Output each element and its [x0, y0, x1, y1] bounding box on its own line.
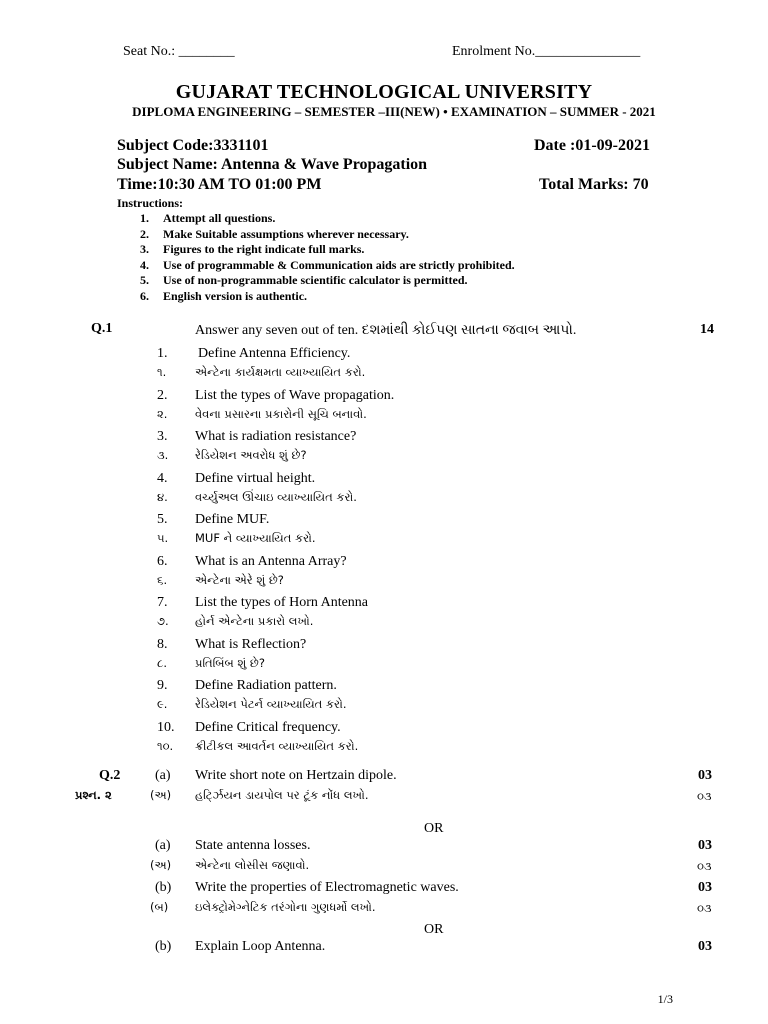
q1-item-text-gujarati: રેડિયેશન પેટર્ન વ્યાખ્યાયિત કરો. — [195, 697, 347, 711]
q2b-alt-text: Explain Loop Antenna. — [195, 939, 326, 954]
q2-label-gujarati: પ્રશ્ન. ૨ — [75, 788, 112, 802]
q1-item-number: 8. — [157, 636, 168, 652]
q2a-text: Write short note on Hertzain dipole. — [195, 768, 397, 783]
q1-item-text: Define MUF. — [195, 512, 270, 527]
q1-item-number: 6. — [157, 553, 168, 569]
q2a-alt-marks: 03 — [698, 838, 712, 853]
q2b-text-gujarati: ઇલેક્ટ્રોમેગ્નેટિક તરંગોના ગુણધર્મો લખો. — [195, 900, 376, 914]
instruction-item: 2. Make Suitable assumptions wherever necessary. — [140, 227, 409, 241]
subject-code: Subject Code:3331101 — [117, 137, 269, 154]
q1-item-text-gujarati: એન્ટેના એરે શું છે? — [195, 572, 284, 587]
q2a-alt-marks-gujarati: ૦૩ — [697, 859, 712, 873]
q2a-alt-label: (a) — [155, 838, 171, 853]
q2b-marks-gujarati: ૦૩ — [697, 901, 712, 915]
seat-number: Seat No.: ________ — [123, 44, 235, 59]
exam-time: Time:10:30 AM TO 01:00 PM — [117, 176, 322, 193]
q1-item-number-gujarati: ૧. — [157, 365, 167, 379]
q1-item-number: 4. — [157, 470, 168, 486]
q1-item-text: What is an Antenna Array? — [195, 553, 347, 569]
q1-item-number-gujarati: ૬. — [157, 572, 168, 587]
q1-item-number: 9. — [157, 678, 168, 693]
exam-line: DIPLOMA ENGINEERING – SEMESTER –III(NEW) • EXAMINATION – SUMMER - 2021 — [132, 104, 656, 119]
q1-item-text-gujarati: હોર્ન એન્ટેના પ્રકારો લખો. — [195, 614, 314, 628]
q1-marks: 14 — [700, 322, 714, 337]
q1-item-number-gujarati: ૩. — [157, 448, 169, 462]
q1-item-number-gujarati: ૨. — [157, 406, 168, 421]
q1-item-text-gujarati: વેવના પ્રસારના પ્રકારોની સૂચિ બનાવો. — [195, 406, 367, 421]
q1-item-text-gujarati: ક્રીટીકલ આવર્તન વ્યાખ્યાયિત કરો. — [195, 738, 359, 753]
q1-item-text-gujarati: MUF ને વ્યાખ્યાયિત કરો. — [195, 531, 316, 545]
q1-item-number: 10. — [157, 719, 175, 735]
or-separator: OR — [424, 821, 444, 836]
q1-label: Q.1 — [91, 321, 113, 336]
q1-item-text-gujarati: એન્ટેના કાર્યક્ષમતા વ્યાખ્યાયિત કરો. — [195, 365, 366, 379]
q1-item-text: What is Reflection? — [195, 636, 307, 652]
enrolment-number: Enrolment No._______________ — [452, 44, 641, 59]
q1-item-number: 2. — [157, 387, 168, 403]
q2b-alt-label: (b) — [155, 939, 172, 954]
q2b-marks: 03 — [698, 880, 712, 895]
page-number: 1/3 — [657, 992, 673, 1006]
q1-item-text: Define Critical frequency. — [195, 719, 341, 735]
instruction-item: 5. Use of non-programmable scientific calculator is permitted. — [140, 273, 468, 287]
q2a-label-gujarati: (અ) — [150, 788, 172, 802]
q2a-alt-text-gujarati: એન્ટેના લોસીસ જણાવો. — [195, 858, 310, 872]
total-marks: Total Marks: 70 — [539, 176, 649, 193]
q2a-text-gujarati: હર્ટ્ઝિયન ડાયપોલ પર ટૂંક નોંધ લખો. — [195, 788, 369, 802]
q1-item-number: 5. — [157, 512, 168, 527]
q1-item-number-gujarati: ૯. — [157, 697, 168, 711]
q2b-label-gujarati: (બ) — [150, 900, 169, 914]
q1-item-text: What is radiation resistance? — [195, 429, 357, 444]
q1-item-number: 1. — [157, 346, 168, 361]
q2b-text: Write the properties of Electromagnetic waves. — [195, 880, 459, 895]
q1-item-text-gujarati: રેડિયેશન અવરોધ શું છે? — [195, 448, 307, 462]
q2a-alt-text: State antenna losses. — [195, 838, 311, 853]
instructions-title: Instructions: — [117, 196, 184, 210]
q2a-marks-gujarati: ૦૩ — [697, 789, 712, 803]
instruction-item: 3. Figures to the right indicate full marks. — [140, 242, 365, 256]
q1-item-text: Define Antenna Efficiency. — [198, 346, 351, 361]
instruction-item: 6. English version is authentic. — [140, 289, 308, 303]
q1-item-text: Define virtual height. — [195, 470, 316, 486]
q1-instruction: Answer any seven out of ten. દશમાંથી કોઈપણ સાતના જવાબ આપો. — [195, 323, 577, 338]
subject-name: Subject Name: Antenna & Wave Propagation — [117, 156, 428, 173]
q1-item-number-gujarati: ૧૦. — [157, 738, 174, 753]
q1-item-text: Define Radiation pattern. — [195, 678, 337, 693]
q1-item-number-gujarati: ૫. — [157, 531, 169, 545]
q1-item-number-gujarati: ૮. — [157, 655, 167, 670]
q1-item-text-gujarati: વર્ચ્યુઅલ ઊંચાઇ વ્યાખ્યાયિત કરો. — [195, 489, 357, 504]
q1-item-number-gujarati: ૪. — [157, 489, 168, 504]
q1-item-text: List the types of Wave propagation. — [195, 387, 395, 403]
q1-item-number: 3. — [157, 429, 168, 444]
q2a-marks: 03 — [698, 768, 712, 783]
q2-label: Q.2 — [99, 768, 121, 783]
instruction-item: 4. Use of programmable & Communication aids are strictly prohibited. — [140, 258, 515, 272]
university-title: GUJARAT TECHNOLOGICAL UNIVERSITY — [175, 81, 593, 103]
q1-item-number: 7. — [157, 595, 168, 610]
q2b-alt-marks: 03 — [698, 939, 712, 954]
or-separator: OR — [424, 922, 444, 937]
exam-date: Date :01-09-2021 — [534, 137, 650, 154]
instruction-item: 1. Attempt all questions. — [140, 211, 276, 225]
q2b-label: (b) — [155, 880, 172, 895]
q1-item-number-gujarati: ૭. — [157, 614, 169, 628]
q1-item-text-gujarati: પ્રતિબિંબ શું છે? — [195, 655, 265, 670]
q1-item-text: List the types of Horn Antenna — [195, 595, 369, 610]
q2a-label: (a) — [155, 768, 171, 783]
q2a-alt-label-gujarati: (અ) — [150, 858, 172, 872]
